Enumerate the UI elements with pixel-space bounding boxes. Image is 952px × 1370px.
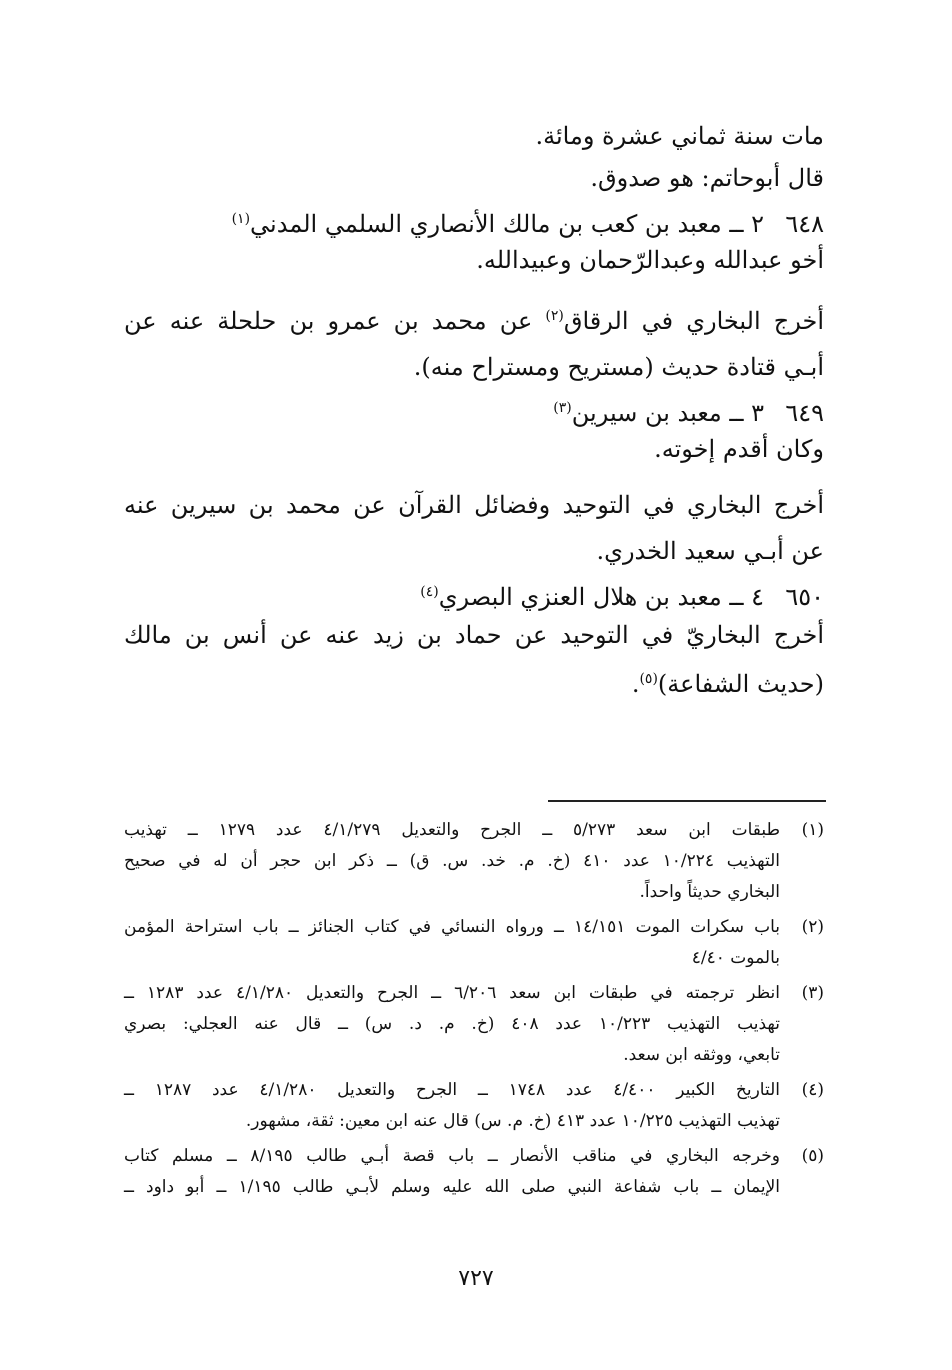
entry-650 [124, 583, 824, 611]
footnotes [124, 815, 824, 1207]
paragraph-line: أخرج البخاري في الرقاق$^{(٢)}$ عن محمد بن عمرو بن حلحلة عنه عن [124, 307, 824, 335]
entry-note: أخو عبدالله وعبدالرّحمان وعبيدالله. [476, 246, 824, 274]
footnote-ref: (١) [231, 211, 251, 227]
footnote-line: تابعي، ووثقه ابن سعد. [623, 1045, 780, 1065]
footnote-line: التاريخ الكبير ٤/٤٠٠ عدد ١٧٤٨ ــ الجرح والتعديل ٤/١/٢٨٠ عدد ١٢٨٧ ــ [124, 1080, 780, 1100]
footnote-line: انظر ترجمته في طبقات ابن سعد ٦/٢٠٦ ــ الجرح والتعديل ٤/١/٢٨٠ عدد ١٢٨٣ ــ [124, 983, 781, 1003]
footnote-line: باب سكرات الموت ١٤/١٥١ ــ ورواه النسائي في كتاب الجنائز ــ باب استراحة المؤمن [124, 917, 780, 937]
entry-title: ٢ ــ معبد بن كعب بن مالك الأنصاري السلمي المدني$^{(١)}$ [231, 210, 764, 238]
footnote-2 [124, 912, 824, 974]
paragraph-line: عن أبـي سعيد الخدري. [596, 537, 824, 565]
footnote-ref: (٣) [553, 400, 572, 416]
entry-note: وكان أقدم إخوته. [654, 435, 824, 463]
footnote-3 [124, 978, 824, 1071]
footnote-number: (٥) [801, 1146, 824, 1166]
footnote-line: التهذيب ١٠/٢٢٤ عدد ٤١٠ (خ. م. خد. س. ق) ــ ذكر ابن حجر أن له في صحيح [124, 851, 780, 871]
footnote-ref: (٢) [545, 308, 564, 324]
paragraph-line: (حديث الشفاعة)$^{(٥)}$. [631, 670, 824, 698]
paragraph-line: أخرج البخاريّ في التوحيد عن حماد بن زيد عنه عن أنس بن مالك [124, 621, 824, 649]
footnote-line: البخاري حديثاً واحداً. [639, 882, 780, 902]
main-text [124, 118, 824, 700]
entry-649 [124, 399, 824, 427]
footnote-line: تهذيب التهذيب ١٠/٢٢٥ عدد ٤١٣ (خ. م. س) قال عنه ابن معين: ثقة، مشهور. [245, 1111, 780, 1131]
entry-648 [124, 210, 824, 238]
entry-number: ٦٤٩ [785, 399, 824, 427]
footnote-number: (٣) [801, 983, 824, 1003]
footnote-number: (٤) [801, 1080, 824, 1100]
entry-number: ٦٥٠ [785, 583, 824, 611]
entry-title: ٣ ــ معبد بن سيرين$^{(٣)}$ [553, 399, 764, 427]
text-line: قال أبوحاتم: هو صدوق. [590, 164, 824, 192]
footnote-ref: (٤) [420, 584, 439, 600]
footnote-line: بالموت ٤/٤٠ [691, 948, 780, 968]
entry-number: ٦٤٨ [785, 210, 824, 238]
footnote-line: طبقات ابن سعد ٥/٢٧٣ ــ الجرح والتعديل ٤/١/٢٧٩ عدد ١٢٧٩ ــ تهذيب [124, 820, 781, 840]
footnote-line: الإيمان ــ باب شفاعة النبي صلى الله عليه وسلم لأبـي طالب ١/١٩٥ ــ أبو داود ــ [124, 1177, 780, 1197]
footnote-1 [124, 815, 824, 908]
footnote-line: وخرجه البخاري في مناقب الأنصار ــ باب قصة أبـي طالب ٨/١٩٥ ــ مسلم كتاب [124, 1146, 780, 1166]
footnote-line: تهذيب التهذيب ١٠/٢٢٣ عدد ٤٠٨ (خ. م. د. س) ــ قال عنه العجلي: بصري [124, 1014, 780, 1034]
footnote-separator [548, 800, 826, 802]
footnote-ref: (٥) [639, 671, 658, 687]
text-line: مات سنة ثماني عشرة ومائة. [535, 122, 824, 150]
paragraph-line: أخرج البخاري في التوحيد وفضائل القرآن عن محمد بن سيرين عنه [124, 491, 824, 519]
footnote-number: (٢) [801, 917, 824, 937]
footnote-5 [124, 1141, 824, 1203]
entry-title: ٤ ــ معبد بن هلال العنزي البصري$^{(٤)}$ [420, 583, 764, 611]
paragraph-line: أبـي قتادة حديث (مستريح ومستراح منه). [413, 353, 824, 381]
page-number: ٧٢٧ [458, 1266, 494, 1291]
footnote-4 [124, 1075, 824, 1137]
footnote-number: (١) [801, 820, 824, 840]
